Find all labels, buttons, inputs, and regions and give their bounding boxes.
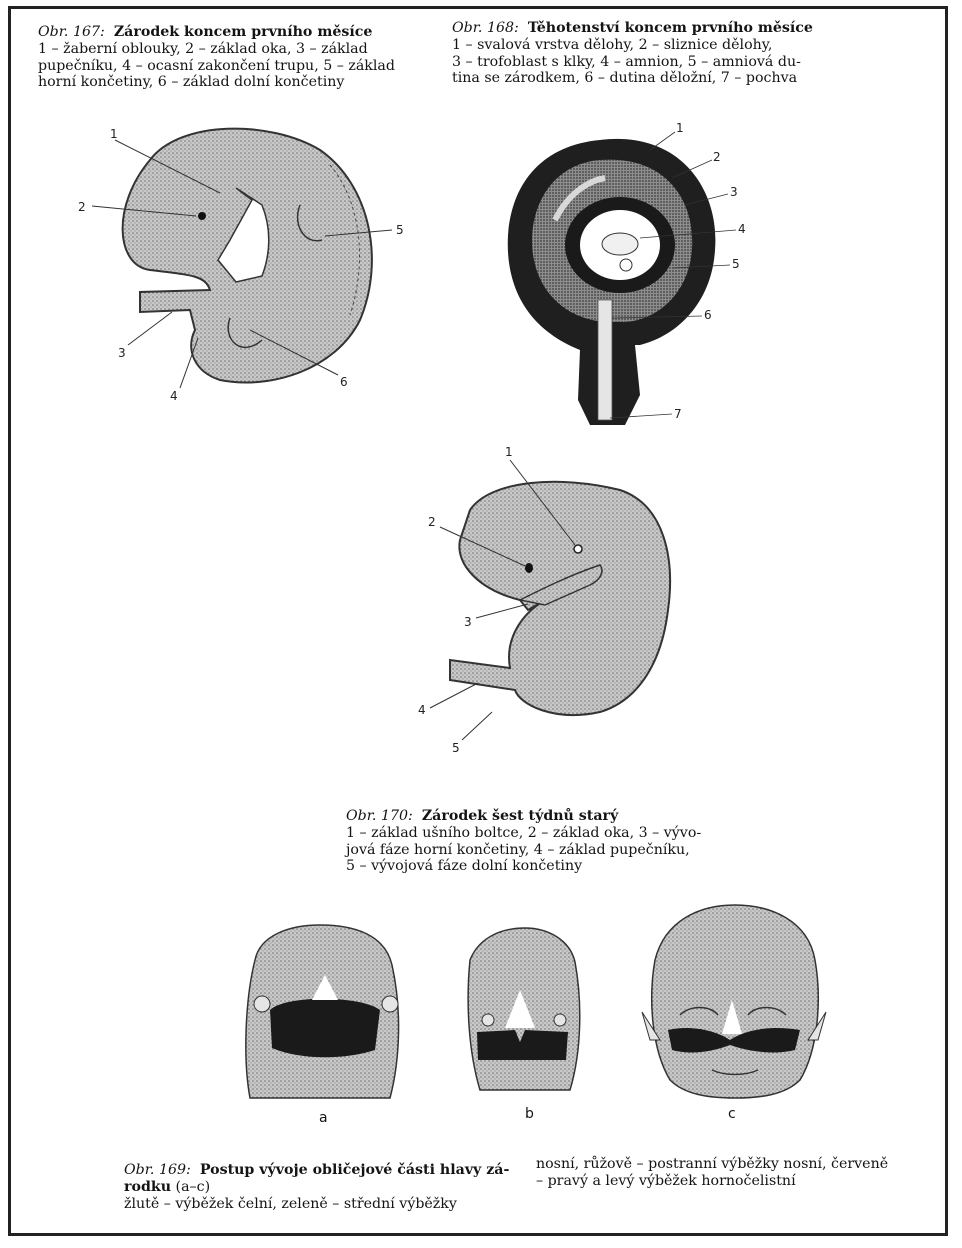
figure-number-label: 6 (704, 308, 712, 322)
figure-number-label: 4 (738, 222, 746, 236)
caption-line: tina se zárodkem, 6 – dutina děložní, 7 – pochva (452, 70, 798, 87)
face-a-illustration (246, 925, 399, 1098)
figure-number-label: 1 (110, 127, 118, 141)
figure-number-label: 7 (674, 407, 682, 421)
caption-title: Zárodek šest týdnů starý (421, 808, 619, 824)
figure-number-label: 4 (170, 389, 178, 403)
figure-number-label: 2 (713, 150, 721, 164)
face-a-label: a (319, 1110, 328, 1126)
figure-number-label: 3 (464, 615, 472, 629)
caption-title: Zárodek koncem prvního měsíce (113, 24, 373, 40)
figure-number-label: 4 (418, 703, 426, 717)
caption-title-suffix: (a–c) (175, 1178, 211, 1195)
caption-line: žlutě – výběžek čelní, zeleně – střední výběžky (124, 1195, 457, 1212)
figure-number-label: 2 (78, 200, 86, 214)
embryo-fig167-illustration (78, 127, 404, 403)
face-c-illustration (642, 905, 826, 1098)
figure-number-label: 2 (428, 515, 436, 529)
figure-number-label: 6 (340, 375, 348, 389)
uterus-fig168-illustration (508, 121, 746, 425)
caption-label: Obr. 168: (452, 20, 519, 36)
caption-line: 5 – vývojová fáze dolní končetiny (346, 858, 583, 875)
figure-number-label: 5 (452, 741, 460, 755)
caption-line: 1 – svalová vrstva dělohy, 2 – sliznice dělohy, (452, 36, 773, 53)
caption-line: 1 – základ ušního boltce, 2 – základ oka, 3 – vývo- (346, 824, 702, 841)
caption-line: horní končetiny, 6 – základ dolní končetiny (38, 74, 345, 91)
caption-label: Obr. 170: (346, 808, 413, 824)
face-b-label: b (525, 1106, 534, 1122)
figure-number-label: 3 (118, 346, 126, 360)
caption-line: jová fáze horní končetiny, 4 – základ pupečníku, (346, 841, 690, 858)
figure-number-label: 1 (676, 121, 684, 135)
caption-title: Postup vývoje obličejové části hlavy zá- (199, 1162, 510, 1178)
face-b-illustration (468, 928, 580, 1090)
caption-line: 3 – trofoblast s klky, 4 – amnion, 5 – amniová du- (452, 53, 801, 70)
figure-number-label: 5 (732, 257, 740, 271)
caption-line: – pravý a levý výběžek hornočelistní (536, 1172, 796, 1189)
caption-line: 1 – žaberní oblouky, 2 – základ oka, 3 – základ (38, 40, 368, 57)
face-c-label: c (728, 1106, 736, 1122)
caption-line: nosní, růžově – postranní výběžky nosní, červeně (536, 1156, 889, 1172)
figure-number-label: 5 (396, 223, 404, 237)
caption-label: Obr. 169: (124, 1162, 191, 1178)
caption-title-cont: rodku (124, 1178, 172, 1195)
caption-title: Těhotenství koncem prvního měsíce (527, 20, 813, 36)
embryo-fig170-illustration (418, 445, 670, 755)
figure-number-label: 1 (505, 445, 513, 459)
figure-number-label: 3 (730, 185, 738, 199)
caption-line: pupečníku, 4 – ocasní zakončení trupu, 5 – základ (38, 57, 395, 74)
caption-label: Obr. 167: (38, 24, 105, 40)
